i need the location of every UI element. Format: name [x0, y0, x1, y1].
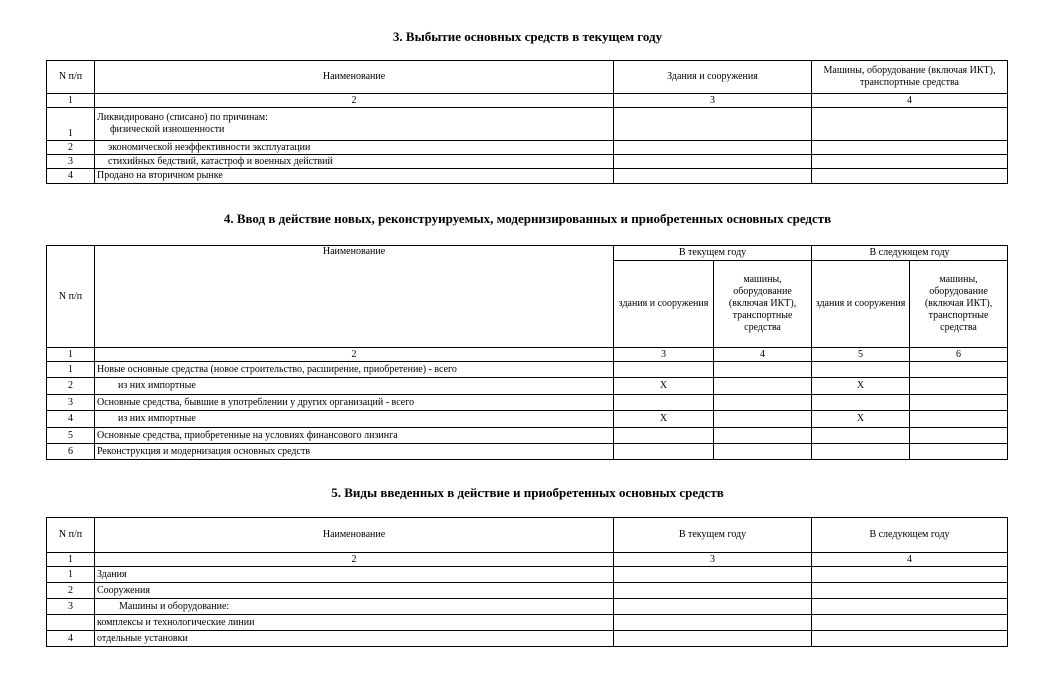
col-number: 4 — [812, 94, 1008, 108]
cell-value[interactable] — [812, 444, 910, 460]
col-number: 5 — [812, 348, 910, 362]
section-4-title: 4. Ввод в действие новых, реконструируемых, модернизированных и приобретенных основных средств — [223, 211, 832, 226]
row-number: 3 — [47, 155, 95, 169]
table-row — [47, 141, 1008, 155]
cell-value[interactable] — [614, 395, 714, 411]
col-number: 3 — [614, 553, 812, 567]
cell-value[interactable] — [614, 155, 812, 169]
cell-mark-x: X — [614, 411, 714, 428]
table-row — [47, 411, 1008, 428]
cell-value[interactable] — [614, 444, 714, 460]
row-label-sub: физической изношенности — [110, 124, 225, 135]
table-row — [47, 169, 1008, 184]
cell-mark-x: X — [812, 378, 910, 395]
cell-value[interactable] — [812, 362, 910, 378]
col-header-current-year: В текущем году — [614, 518, 812, 553]
cell-value[interactable] — [812, 567, 1008, 583]
row-label: Машины и оборудование: — [95, 599, 614, 615]
cell-value[interactable] — [812, 141, 1008, 155]
row-number: 4 — [47, 631, 95, 647]
cell-value[interactable] — [614, 428, 714, 444]
row-number: 1 — [47, 108, 95, 141]
cell-value[interactable] — [614, 141, 812, 155]
table-row — [47, 599, 1008, 615]
col-header-buildings: здания и сооружения — [614, 261, 714, 348]
table-row — [47, 615, 1008, 631]
col-header-buildings: здания и сооружения — [812, 261, 910, 348]
cell-value[interactable] — [812, 155, 1008, 169]
col-number: 3 — [614, 94, 812, 108]
col-header-next-year: В следующем году — [812, 246, 1008, 261]
row-label-group: Ликвидировано (списано) по причинам: — [97, 112, 268, 123]
cell-value[interactable] — [910, 362, 1008, 378]
table-row — [47, 362, 1008, 378]
col-number: 4 — [714, 348, 812, 362]
row-label: Сооружения — [95, 583, 614, 599]
col-number: 1 — [47, 94, 95, 108]
cell-value[interactable] — [812, 169, 1008, 184]
table-row — [47, 631, 1008, 647]
col-header-name: Наименование — [95, 246, 614, 348]
col-header-name: Наименование — [95, 518, 614, 553]
table-row — [47, 378, 1008, 395]
cell-value[interactable] — [614, 583, 812, 599]
row-label: Продано на вторичном рынке — [95, 169, 614, 184]
cell-value[interactable] — [812, 428, 910, 444]
cell-value[interactable] — [614, 567, 812, 583]
cell-value[interactable] — [614, 362, 714, 378]
cell-value[interactable] — [614, 169, 812, 184]
row-number: 4 — [47, 169, 95, 184]
row-label: комплексы и технологические линии — [95, 615, 614, 631]
row-label: стихийных бедствий, катастроф и военных действий — [95, 155, 614, 169]
cell-value[interactable] — [910, 378, 1008, 395]
row-number: 2 — [47, 583, 95, 599]
cell-value[interactable] — [714, 362, 812, 378]
cell-value[interactable] — [910, 395, 1008, 411]
col-header-n — [47, 246, 95, 348]
col-header-n-text: N п/п — [58, 290, 83, 302]
row-label: Основные средства, приобретенные на условиях финансового лизинга — [95, 428, 614, 444]
row-label — [95, 108, 614, 141]
row-number: 2 — [47, 378, 95, 395]
col-number: 2 — [95, 553, 614, 567]
row-label: из них импортные — [95, 378, 614, 395]
col-header-next-year: В следующем году — [812, 518, 1008, 553]
row-number: 6 — [47, 444, 95, 460]
column-number-row — [47, 348, 1008, 362]
cell-value[interactable] — [910, 411, 1008, 428]
cell-mark-x: X — [614, 378, 714, 395]
cell-value[interactable] — [614, 108, 812, 141]
cell-value[interactable] — [614, 599, 812, 615]
row-number: 4 — [47, 411, 95, 428]
row-label: экономической неэффективности эксплуатации — [95, 141, 614, 155]
cell-value[interactable] — [714, 395, 812, 411]
row-label: Основные средства, бывшие в употреблении у других организаций - всего — [95, 395, 614, 411]
row-number: 1 — [47, 362, 95, 378]
col-header-n: N п/п — [47, 518, 95, 553]
cell-value[interactable] — [812, 631, 1008, 647]
table-row — [47, 395, 1008, 411]
row-number: 5 — [47, 428, 95, 444]
table-types — [46, 517, 1008, 647]
table-row — [47, 155, 1008, 169]
col-number: 2 — [95, 94, 614, 108]
col-header-n: N п/п — [47, 61, 95, 94]
col-number: 1 — [47, 553, 95, 567]
cell-value[interactable] — [910, 428, 1008, 444]
col-header-machines: машины, оборудование (включая ИКТ), транспортные средства — [910, 261, 1008, 348]
row-number: 1 — [47, 567, 95, 583]
row-label: Новые основные средства (новое строительство, расширение, приобретение) - всего — [95, 362, 614, 378]
section-5-title: 5. Виды введенных в действие и приобретенных основных средств — [331, 485, 724, 500]
cell-value[interactable] — [714, 411, 812, 428]
column-number-row — [47, 553, 1008, 567]
col-number: 6 — [910, 348, 1008, 362]
cell-value[interactable] — [714, 378, 812, 395]
row-label: Здания — [95, 567, 614, 583]
cell-value[interactable] — [910, 444, 1008, 460]
col-number: 1 — [47, 348, 95, 362]
cell-value[interactable] — [614, 631, 812, 647]
row-label: Реконструкция и модернизация основных средств — [95, 444, 614, 460]
row-number: 2 — [47, 141, 95, 155]
col-header-buildings: Здания и сооружения — [614, 61, 812, 94]
table-row — [47, 567, 1008, 583]
row-number: 3 — [47, 395, 95, 411]
table-row — [47, 444, 1008, 460]
row-label: отдельные установки — [95, 631, 614, 647]
col-number: 3 — [614, 348, 714, 362]
cell-value[interactable] — [812, 108, 1008, 141]
col-header-name: Наименование — [95, 61, 614, 94]
cell-mark-x: X — [812, 411, 910, 428]
col-header-machines: Машины, оборудование (включая ИКТ), транспортные средства — [812, 61, 1008, 94]
table-row — [47, 108, 1008, 141]
cell-value[interactable] — [812, 599, 1008, 615]
column-number-row — [47, 94, 1008, 108]
col-number: 2 — [95, 348, 614, 362]
table-disposal — [46, 60, 1008, 184]
section-3-title: 3. Выбытие основных средств в текущем году — [392, 29, 663, 44]
row-number: 3 — [47, 599, 95, 615]
col-number: 4 — [812, 553, 1008, 567]
cell-value[interactable] — [614, 615, 812, 631]
row-label: из них импортные — [95, 411, 614, 428]
col-header-current-year: В текущем году — [614, 246, 812, 261]
table-row — [47, 583, 1008, 599]
table-commissioning — [46, 245, 1008, 460]
cell-value[interactable] — [714, 428, 812, 444]
table-row — [47, 428, 1008, 444]
col-header-machines: машины, оборудование (включая ИКТ), транспортные средства — [714, 261, 812, 348]
cell-value[interactable] — [812, 395, 910, 411]
cell-value[interactable] — [812, 615, 1008, 631]
cell-value[interactable] — [714, 444, 812, 460]
cell-value[interactable] — [812, 583, 1008, 599]
row-number — [47, 615, 95, 631]
